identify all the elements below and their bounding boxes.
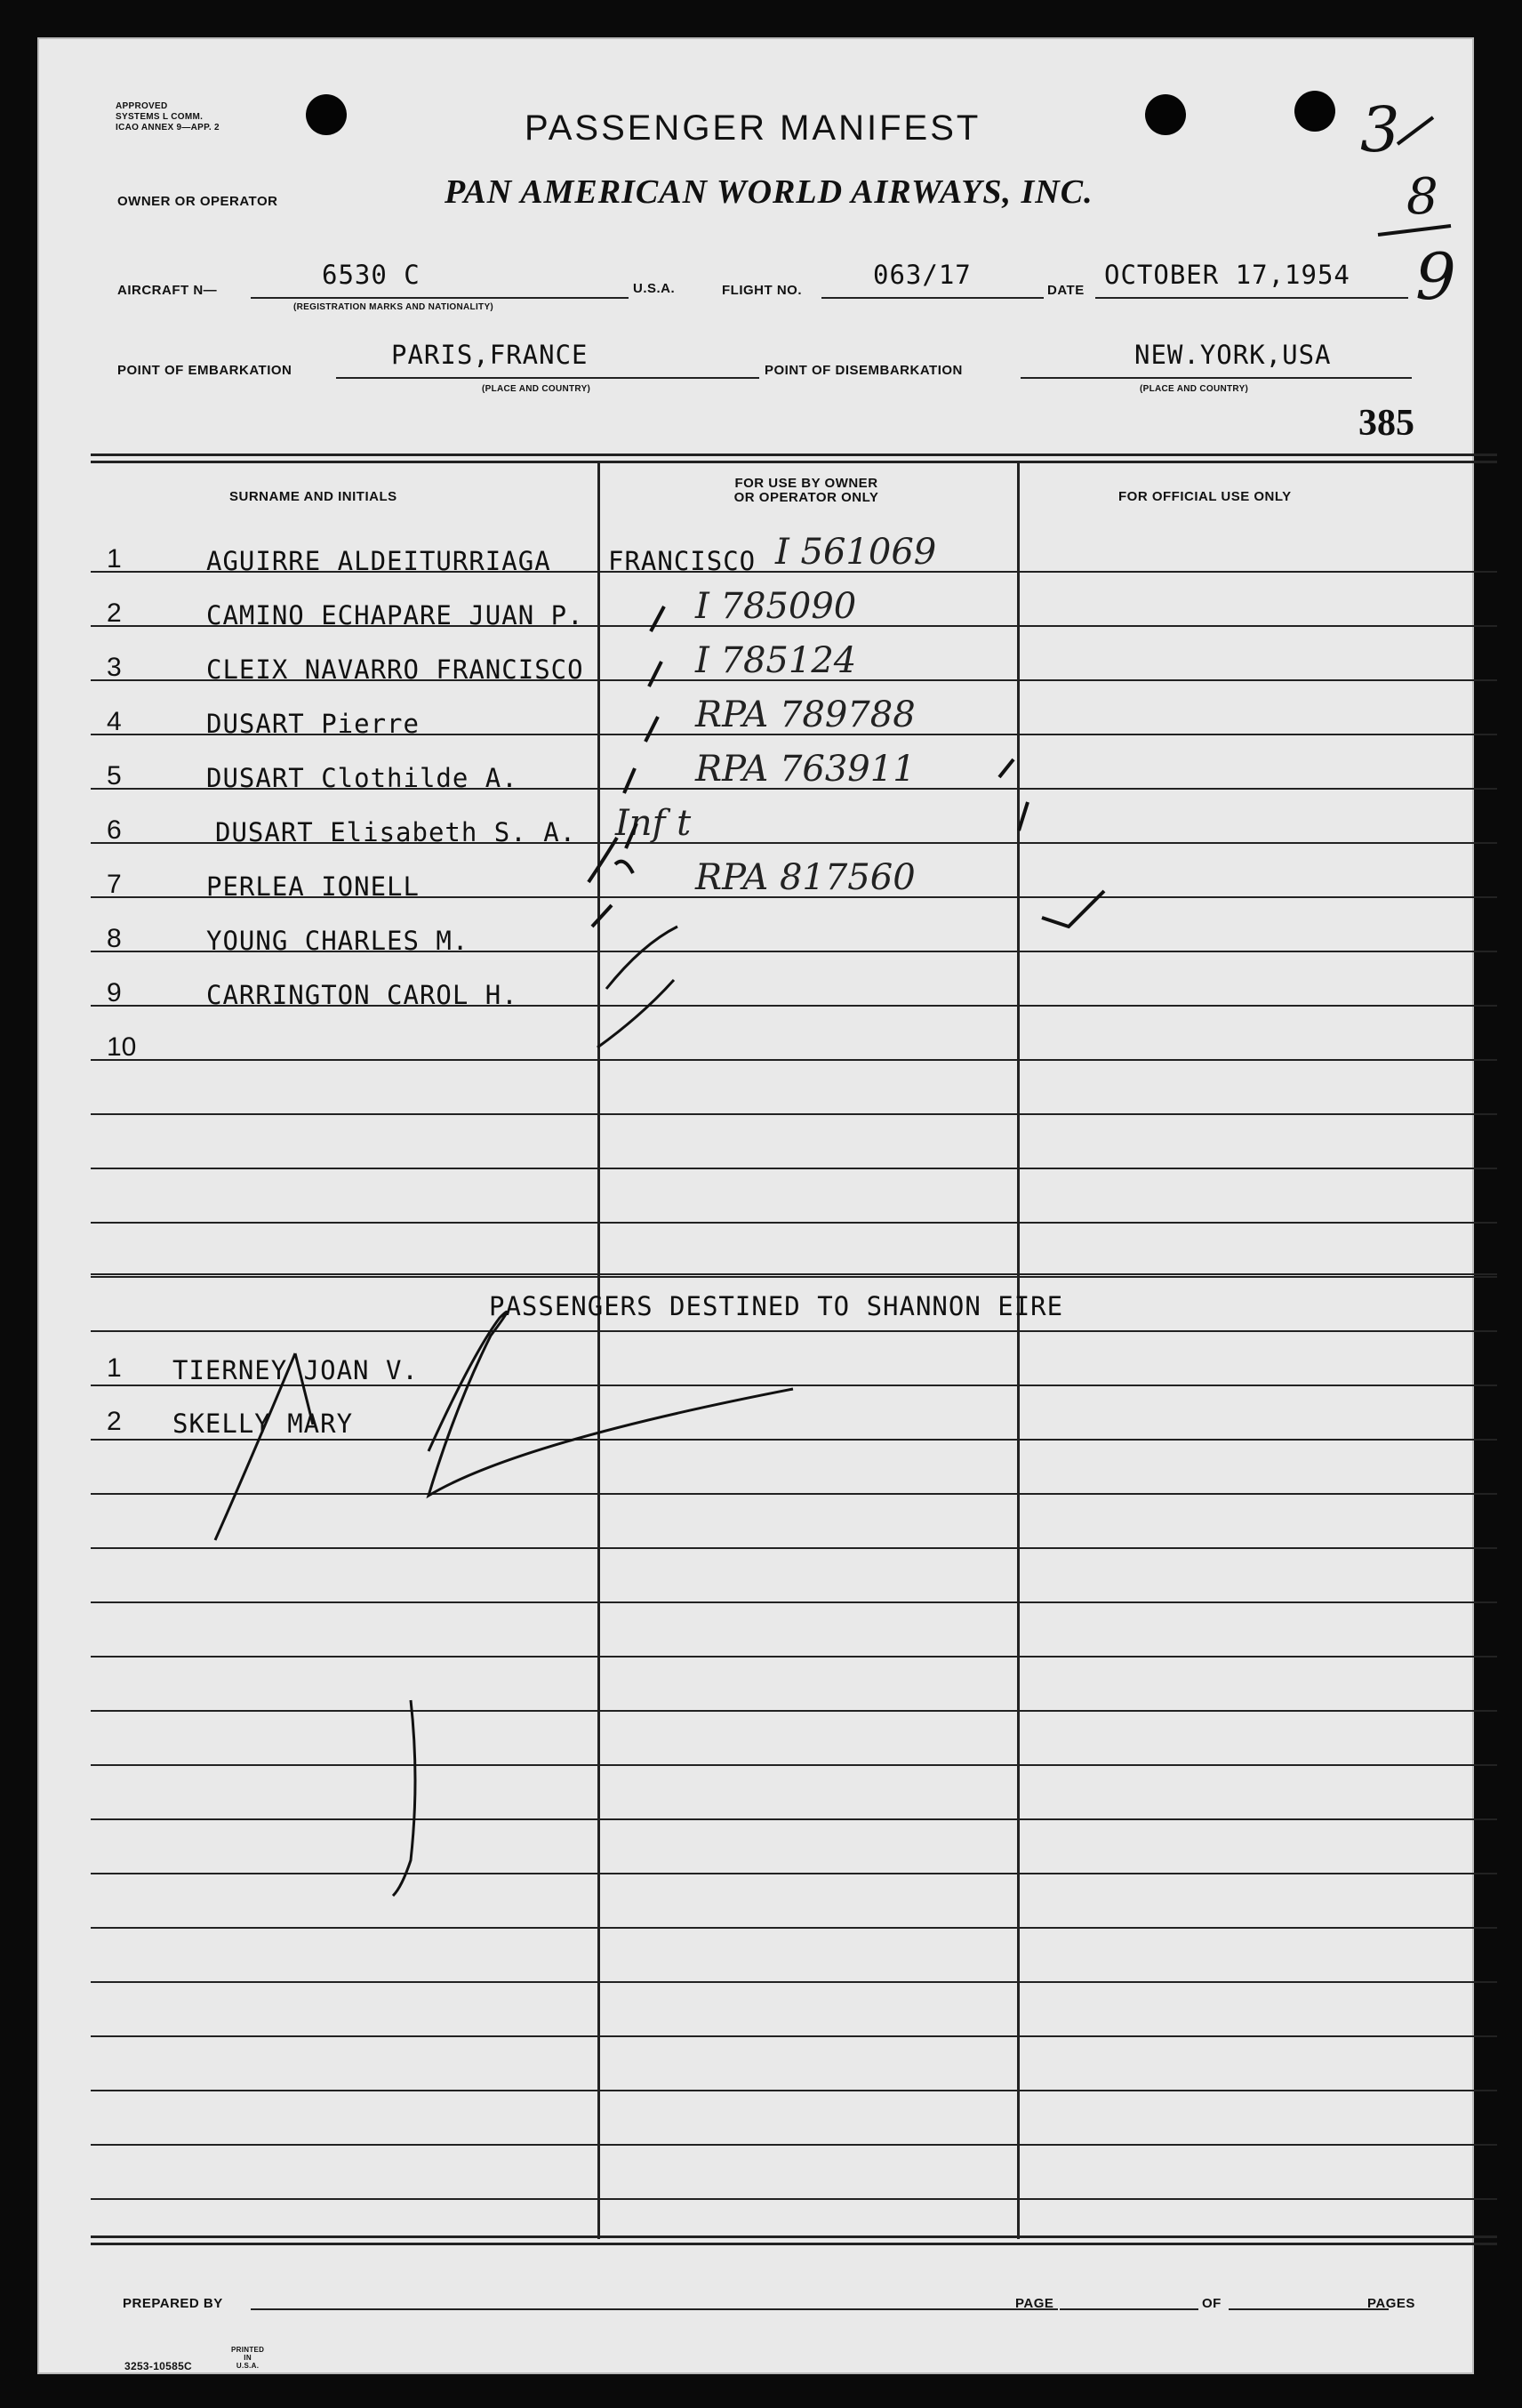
- operator-header-line-2: OR OPERATOR ONLY: [733, 490, 879, 505]
- operator-note: RPA 763911: [695, 749, 916, 790]
- embark-label: POINT OF EMBARKATION: [117, 363, 292, 378]
- flight-value: 063/17: [873, 260, 972, 290]
- printed-mark: [231, 2346, 264, 2370]
- embark-sublabel: (PLACE AND COUNTRY): [482, 384, 591, 394]
- date-value: OCTOBER 17,1954: [1104, 260, 1350, 290]
- row-number: 10: [107, 1032, 137, 1062]
- pages-label: PAGES: [1367, 2296, 1415, 2311]
- printed-line-1: PRINTED: [231, 2346, 265, 2354]
- aircraft-sublabel: (REGISTRATION MARKS AND NATIONALITY): [293, 302, 494, 312]
- row-number: 4: [107, 707, 122, 736]
- owner-label: OWNER OR OPERATOR: [117, 194, 278, 209]
- shannon-passenger-name: SKELLY MARY: [172, 1409, 354, 1439]
- shannon-row-number: 1: [107, 1353, 122, 1383]
- column-header-official: FOR OFFICIAL USE ONLY: [1118, 489, 1292, 504]
- row-number: 9: [107, 978, 122, 1007]
- form-code: 3253-10585C: [124, 2360, 193, 2372]
- page-title: PASSENGER MANIFEST: [525, 108, 981, 148]
- row-number: 3: [107, 653, 122, 682]
- passenger-name: DUSART Pierre: [206, 709, 420, 739]
- of-underline: [1229, 2308, 1389, 2310]
- aircraft-label: AIRCRAFT N—: [117, 283, 218, 298]
- disembark-sublabel: (PLACE AND COUNTRY): [1140, 384, 1249, 394]
- prepared-by-underline: [251, 2308, 1058, 2310]
- approval-line-2: SYSTEMS L COMM.: [116, 112, 204, 122]
- aircraft-value: 6530 C: [322, 260, 421, 290]
- shannon-row-number: 2: [107, 1407, 122, 1436]
- corner-mark-8: 8: [1406, 168, 1438, 226]
- of-label: OF: [1202, 2296, 1222, 2311]
- passenger-name: PERLEA IONELL: [206, 871, 420, 902]
- printed-line-2: IN: [244, 2354, 252, 2362]
- row-number: 8: [107, 924, 122, 953]
- embark-value: PARIS,FRANCE: [391, 340, 589, 370]
- row-number: 1: [107, 544, 122, 574]
- column-header-names: SURNAME AND INITIALS: [229, 489, 397, 504]
- disembark-value: NEW.YORK,USA: [1134, 340, 1332, 370]
- row-number: 6: [107, 815, 122, 845]
- manifest-number: 385: [1358, 403, 1414, 444]
- corner-mark-9: 9: [1415, 239, 1456, 314]
- carrier-name: PAN AMERICAN WORLD AIRWAYS, INC.: [445, 173, 1093, 211]
- page-label: PAGE: [1015, 2296, 1054, 2311]
- row-number: 5: [107, 761, 122, 791]
- table-bottom-rule-2: [91, 2243, 1497, 2245]
- disembark-label: POINT OF DISEMBARKATION: [765, 363, 963, 378]
- passenger-name-overflow: FRANCISCO: [608, 546, 757, 576]
- operator-note: I 561069: [775, 532, 937, 573]
- operator-note: I 785124: [695, 640, 857, 681]
- manifest-sheet: [37, 37, 1474, 2374]
- passenger-name: DUSART Elisabeth S. A.: [215, 817, 577, 847]
- row-number: 2: [107, 598, 122, 628]
- page-underline: [1060, 2308, 1198, 2310]
- flight-label: FLIGHT NO.: [722, 283, 802, 298]
- date-label: DATE: [1047, 283, 1085, 298]
- approval-line-3: ICAO ANNEX 9—APP. 2: [116, 123, 220, 132]
- passenger-name: DUSART Clothilde A.: [206, 763, 518, 793]
- operator-note: Inf t: [615, 803, 692, 844]
- table-bottom-rule-1: [91, 2235, 1497, 2238]
- operator-header-line-1: FOR USE BY OWNER: [734, 476, 878, 491]
- corner-mark-3: 3: [1360, 93, 1400, 166]
- shannon-heading: PASSENGERS DESTINED TO SHANNON EIRE: [489, 1291, 1064, 1321]
- country-label: U.S.A.: [633, 281, 676, 296]
- passenger-name: CLEIX NAVARRO FRANCISCO: [206, 654, 584, 685]
- printed-line-3: U.S.A.: [236, 2362, 260, 2370]
- shannon-passenger-name: TIERNEY JOAN V.: [172, 1355, 419, 1385]
- row-number: 7: [107, 870, 122, 899]
- passenger-name: CAMINO ECHAPARE JUAN P.: [206, 600, 584, 630]
- operator-note: RPA 789788: [695, 694, 916, 735]
- approval-line-1: APPROVED: [116, 101, 168, 111]
- prepared-by-label: PREPARED BY: [123, 2296, 223, 2311]
- handwritten-strokes: [37, 37, 1474, 2374]
- operator-note: I 785090: [695, 586, 857, 627]
- operator-note: RPA 817560: [695, 857, 916, 898]
- passenger-name: YOUNG CHARLES M.: [206, 926, 469, 956]
- passenger-name: AGUIRRE ALDEITURRIAGA: [206, 546, 551, 576]
- passenger-name: CARRINGTON CAROL H.: [206, 980, 518, 1010]
